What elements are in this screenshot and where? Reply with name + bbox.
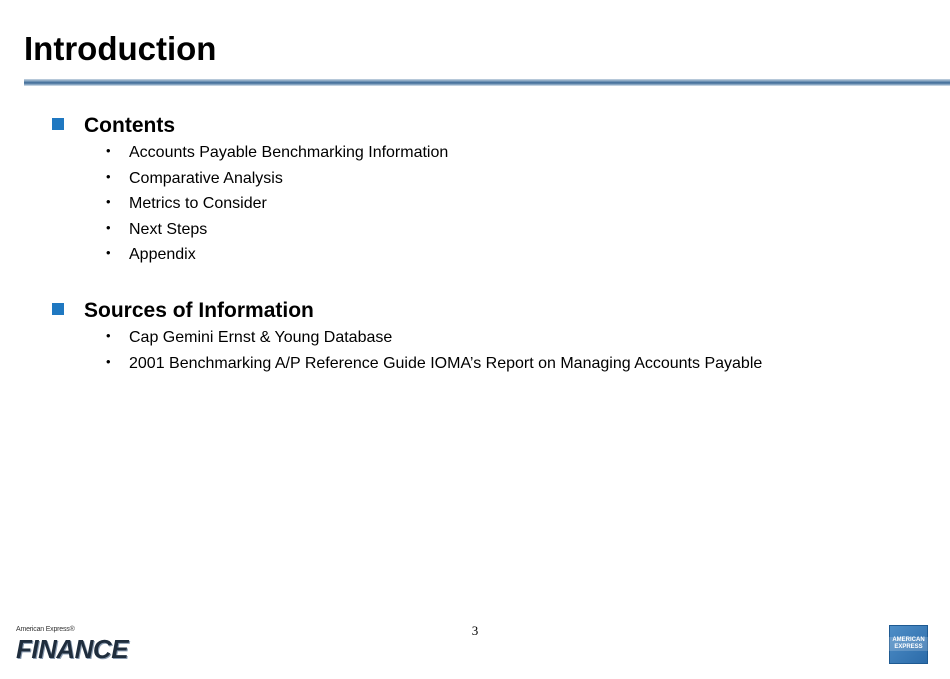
dot-bullet-icon: • — [106, 328, 111, 343]
dot-bullet-icon: • — [106, 353, 111, 369]
dot-bullet-icon: • — [106, 219, 111, 235]
list-item — [106, 354, 762, 380]
list-item-text: Comparative Analysis — [129, 169, 283, 187]
section-title: Contents — [84, 114, 175, 137]
title-divider — [24, 79, 950, 86]
dot-bullet-icon: • — [106, 194, 111, 209]
page-number: 3 — [471, 623, 479, 638]
list-item — [106, 169, 448, 195]
list-item — [106, 328, 762, 354]
square-bullet-icon — [52, 303, 64, 315]
logo-wordmark: FINANCE — [16, 634, 129, 664]
list-item — [106, 143, 448, 169]
dot-bullet-icon: • — [106, 168, 111, 184]
list-item-text: Metrics to Consider — [129, 195, 267, 212]
list-item — [106, 220, 448, 246]
dot-bullet-icon: • — [106, 143, 111, 158]
section-title: Sources of Information — [84, 299, 314, 322]
section-heading — [52, 113, 448, 139]
list-item — [106, 245, 448, 271]
square-bullet-icon — [52, 118, 64, 130]
list-item-text: Next Steps — [129, 220, 208, 238]
american-express-finance-logo — [16, 626, 151, 666]
section-contents — [52, 113, 448, 271]
logo-small-text: American Express® — [16, 626, 75, 633]
list-item-text: 2001 Benchmarking A/P Reference Guide IOMA’s Report on Managing Accounts Payable — [129, 354, 763, 372]
list-item-text: Appendix — [129, 246, 196, 263]
american-express-box-logo — [889, 625, 928, 664]
list-item-text: Cap Gemini Ernst & Young Database — [129, 329, 393, 346]
sources-list — [106, 328, 762, 379]
logo-right-line1: AMERICAN — [892, 637, 925, 643]
list-item-text: Accounts Payable Benchmarking Information — [129, 144, 449, 161]
dot-bullet-icon: • — [106, 245, 111, 260]
slide-title: Introduction — [24, 30, 217, 67]
section-heading — [52, 298, 762, 324]
logo-right-line2: EXPRESS — [894, 644, 923, 650]
contents-list — [106, 143, 448, 271]
list-item — [106, 194, 448, 220]
section-sources — [52, 298, 762, 379]
